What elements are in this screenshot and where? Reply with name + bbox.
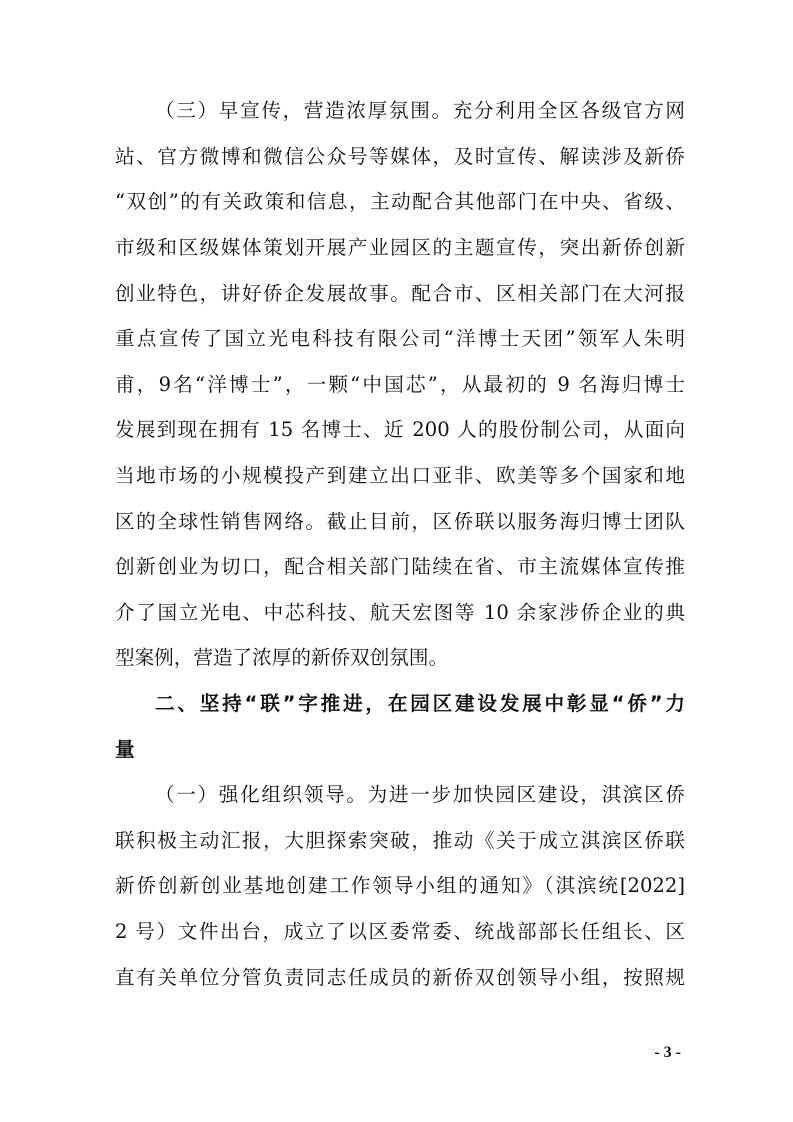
section-heading: 二、坚持“联”字推进，在园区建设发展中彰显“侨”力: [155, 692, 685, 715]
paragraph-line: 联积极主动汇报，大胆探索突破，推动《关于成立淇滨区侨联: [115, 829, 685, 852]
paragraph-line: 型案例，营造了浓厚的新侨双创氛围。: [115, 646, 449, 669]
page-number: - 3 -: [654, 1044, 681, 1061]
paragraph-line: 站、官方微博和微信公众号等媒体，及时宣传、解读涉及新侨: [115, 145, 685, 168]
section-heading: 量: [115, 738, 135, 761]
paragraph-line: 重点宣传了国立光电科技有限公司“洋博士天团”领军人朱明: [115, 327, 685, 350]
paragraph-line: “双创”的有关政策和信息，主动配合其他部门在中央、省级、: [115, 190, 685, 213]
paragraph-line: 新侨创新创业基地创建工作领导小组的通知》（淇滨统[2022]: [115, 874, 685, 897]
paragraph-line: 当地市场的小规模投产到建立出口亚非、欧美等多个国家和地: [115, 464, 685, 487]
paragraph-line: 甫，9名“洋博士”，一颗“中国芯”，从最初的 9 名海归博士: [115, 373, 685, 396]
paragraph-line: 创新创业为切口，配合相关部门陆续在省、市主流媒体宣传推: [115, 555, 685, 578]
paragraph-line: 发展到现在拥有 15 名博士、近 200 人的股份制公司，从面向: [115, 418, 685, 441]
paragraph-line: （三）早宣传，营造浓厚氛围。充分利用全区各级官方网: [155, 99, 685, 122]
paragraph-line: 区的全球性销售网络。截止目前，区侨联以服务海归博士团队: [115, 510, 685, 533]
paragraph-line: （一）强化组织领导。为进一步加快园区建设，淇滨区侨: [155, 783, 685, 806]
paragraph-line: 市级和区级媒体策划开展产业园区的主题宣传，突出新侨创新: [115, 236, 685, 259]
paragraph-line: 创业特色，讲好侨企发展故事。配合市、区相关部门在大河报: [115, 282, 685, 305]
paragraph-line: 直有关单位分管负责同志任成员的新侨双创领导小组，按照规: [115, 966, 685, 989]
paragraph-line: 介了国立光电、中芯科技、航天宏图等 10 余家涉侨企业的典: [115, 601, 685, 624]
paragraph-line: 2 号）文件出台，成立了以区委常委、统战部部长任组长、区: [115, 920, 685, 943]
